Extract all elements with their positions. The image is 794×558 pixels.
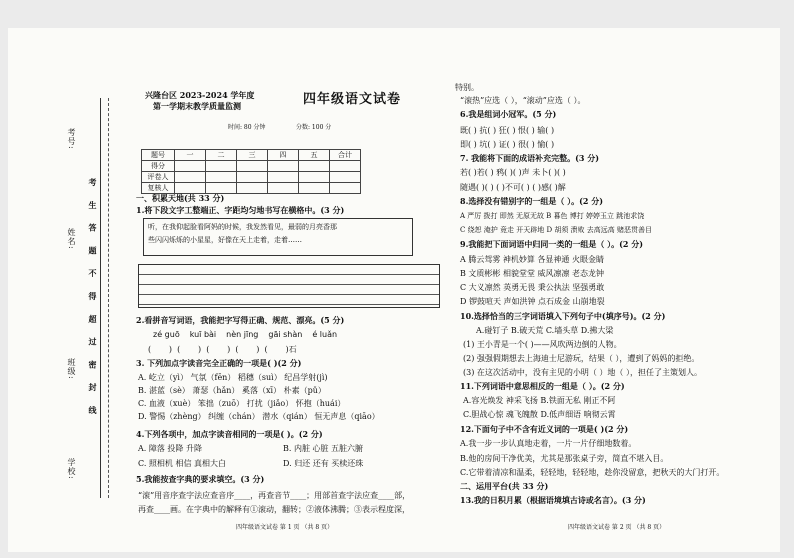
pinyin-answer-row: ( ) ( ) ( ) ( ) ( )石 [148,345,297,354]
q10-options: A.碰钉子 B.破天荒 C.墙头草 D.拂大梁 [476,326,614,335]
q3-option-d: D. 警惕（zhèng） 纠缠（chán） 潜水（qián） 恒无声息（qiāo） [138,412,380,421]
question-12: 12.下面句子中不含有近义词的一项是( )(2 分) [460,424,629,434]
seal-line-left [100,98,101,498]
q12-option-a: A.我一步一步认真地走着，一片一片仔细地数着。 [460,439,637,448]
q7-row-1: 若( )若( ) 鸦( )( )声 未卜( )( ) [460,168,566,177]
q5-line-1: “滚”用音序查字法应查音序____，再查音节____；用部首查字法应查____部， [138,491,411,500]
question-1: 1.将下段文字工整端正、字距均匀地书写在横格中。(3 分) [136,205,345,215]
q4-option-b: B. 内脏 心脏 五脏六腑 [283,444,364,453]
q6-row-1: 既( ) 抗( ) 狂( ) 恨( ) 输( ) [460,126,555,135]
seal-warning: 考 生 答 题 不 得 超 过 密 封 线 [88,178,98,420]
q7-row-2: 随遇( )( ) ( )不可( ) ( )感( )解 [460,183,566,192]
q5-line-2: 再查____画。在字典中的解释有①滚动，翻转；②液体沸腾；③表示程度深， [138,505,410,514]
question-6: 6.我是组词小冠军。(5 分) [460,109,557,119]
q3-option-b: B. 湛蓝（sè） 萧瑟（hǎn） 奚落（xī） 朴素（pǔ） [138,386,326,395]
district-line: 兴隆台区 2023-2024 学年度 [145,90,255,100]
question-4: 4.下列各项中，加点字读音相同的一项是( )。(2 分) [136,429,323,439]
question-11: 11.下列词语中意思相反的一组是（ ）。(2 分) [460,381,625,391]
q4-option-c: C. 照相机 相信 真相大白 [138,459,227,468]
copy-text-line-2: 些闪闪烁烁的小星星，好像在天上走着，走着…… [148,236,302,244]
q8-row-2: C 绕恕 淹护 竟走 开天辟地 D 胡须 溃败 去高远高 赌恶贯善目 [460,226,652,234]
q11-row-1: A.容光焕发 神采飞扬 B.铁面无私 刚正不阿 [463,396,616,405]
exam-time: 时间: 80 分钟 [228,124,266,131]
exam-page [8,28,780,552]
page-footer-1: 四年级语文试卷 第 1 页 （共 8 页） [236,524,334,531]
seal-line-right [108,98,109,498]
stone-char: 石 [288,345,297,354]
name-field: 姓名: [67,228,76,250]
q6-row-2: 即( ) 坑( ) 证( ) 很( ) 愉( ) [460,140,555,149]
q9-option-b: B 文质彬彬 相貌堂堂 威风凛凛 老态龙钟 [460,269,605,278]
page-title: 四年级语文试卷 [303,92,402,107]
exam-number-field: 考号: [67,128,76,150]
question-8: 8.选择没有错别字的一组是（ ）。(2 分) [460,196,604,206]
q10-sentence-2: (2) 强强假期想去上海迪士尼游玩，结果（ ），遭到了妈妈的拒绝。 [463,354,700,363]
question-13: 13.我的日积月累（根据语境填古诗或名言）。(3 分) [460,495,646,505]
q10-sentence-3: (3) 在这次活动中，没有主见的小明（ ）地（ ），担任了主策划人。 [463,368,702,377]
question-10: 10.选择恰当的三字词语填入下列句子中(填序号)。(2 分) [460,311,666,321]
pinyin-row: zé guō kuī bài nèn jīng gāi shàn é luǎn [153,330,338,339]
school-field: 学校: [67,458,76,480]
class-field: 班级: [67,358,76,380]
q9-option-d: D 锣鼓喧天 声如洪钟 点石成金 山崩地裂 [460,297,605,306]
question-3: 3. 下列加点字读音完全正确的一项是( )(2 分) [136,358,302,368]
exam-score: 分数: 100 分 [296,124,332,131]
term-line: 第一学期末教学质量监测 [153,101,241,111]
q4-option-a: A. 障落 投降 升降 [138,444,202,453]
question-7: 7. 我能将下面的成语补充完整。(3 分) [460,153,600,163]
q12-option-b: B.他的房间干净优美，尤其是那张桌子旁，简直不堪入目。 [460,454,669,463]
q8-row-1: A 严厉 拨打 即然 无原无故 B 暮色 博打 婷婷玉立 跳池求饶 [460,212,645,220]
section-1-heading: 一、积累天地(共 33 分) [136,193,225,203]
right-cont-1: “滚热”应选（ ），“滚动”应选（ ）。 [460,96,586,105]
question-2: 2.看拼音写词语，我能把字写得正确、规范、漂亮。(5 分) [136,315,345,325]
q3-option-c: C. 血液（xuè） 笨拙（zuō） 打扰（jiǎo） 怀抱（huái） [138,399,346,408]
section-2-heading: 二、运用平台(共 33 分) [460,481,549,491]
q12-option-c: C.它带着清凉和温柔，轻轻地，轻轻地，趁你没留意，把秋天的大门打开。 [460,468,725,477]
q11-row-2: C.胆战心惊 魂飞魄散 D.低声细语 响彻云霄 [463,410,616,419]
copy-text-line-1: 听，在我仰起脸看阿妈的时候，我发然看见，最弱的月亮香那 [148,223,337,231]
q9-option-a: A 腾云驾雾 神机妙算 各显神通 火眼金睛 [460,255,604,264]
right-cont-0: 特别。 [455,83,479,92]
q10-sentence-1: (1) 王小青是一个( )——风吹两边倒的人物。 [463,340,622,349]
writing-grid [138,264,440,308]
question-9: 9.我能把下面词语中归同一类的一组是（ ）。(2 分) [460,239,644,249]
page-footer-2: 四年级语文试卷 第 2 页 （共 8 页） [568,524,666,531]
score-table: 题号 一 二 三 四 五 合计 得分 评卷人 复核人 [141,149,361,194]
q4-option-d: D. 归还 还有 买椟还珠 [283,459,364,468]
question-5: 5.我能按查字典的要求填空。(3 分) [136,474,265,484]
q9-option-c: C 大义凛然 英勇无畏 秉公执法 坚强勇敢 [460,283,605,292]
q3-option-a: A. 屹立（yì） 气氛（fēn） 稻穗（suì） 纪昌学射(jì) [138,373,328,382]
